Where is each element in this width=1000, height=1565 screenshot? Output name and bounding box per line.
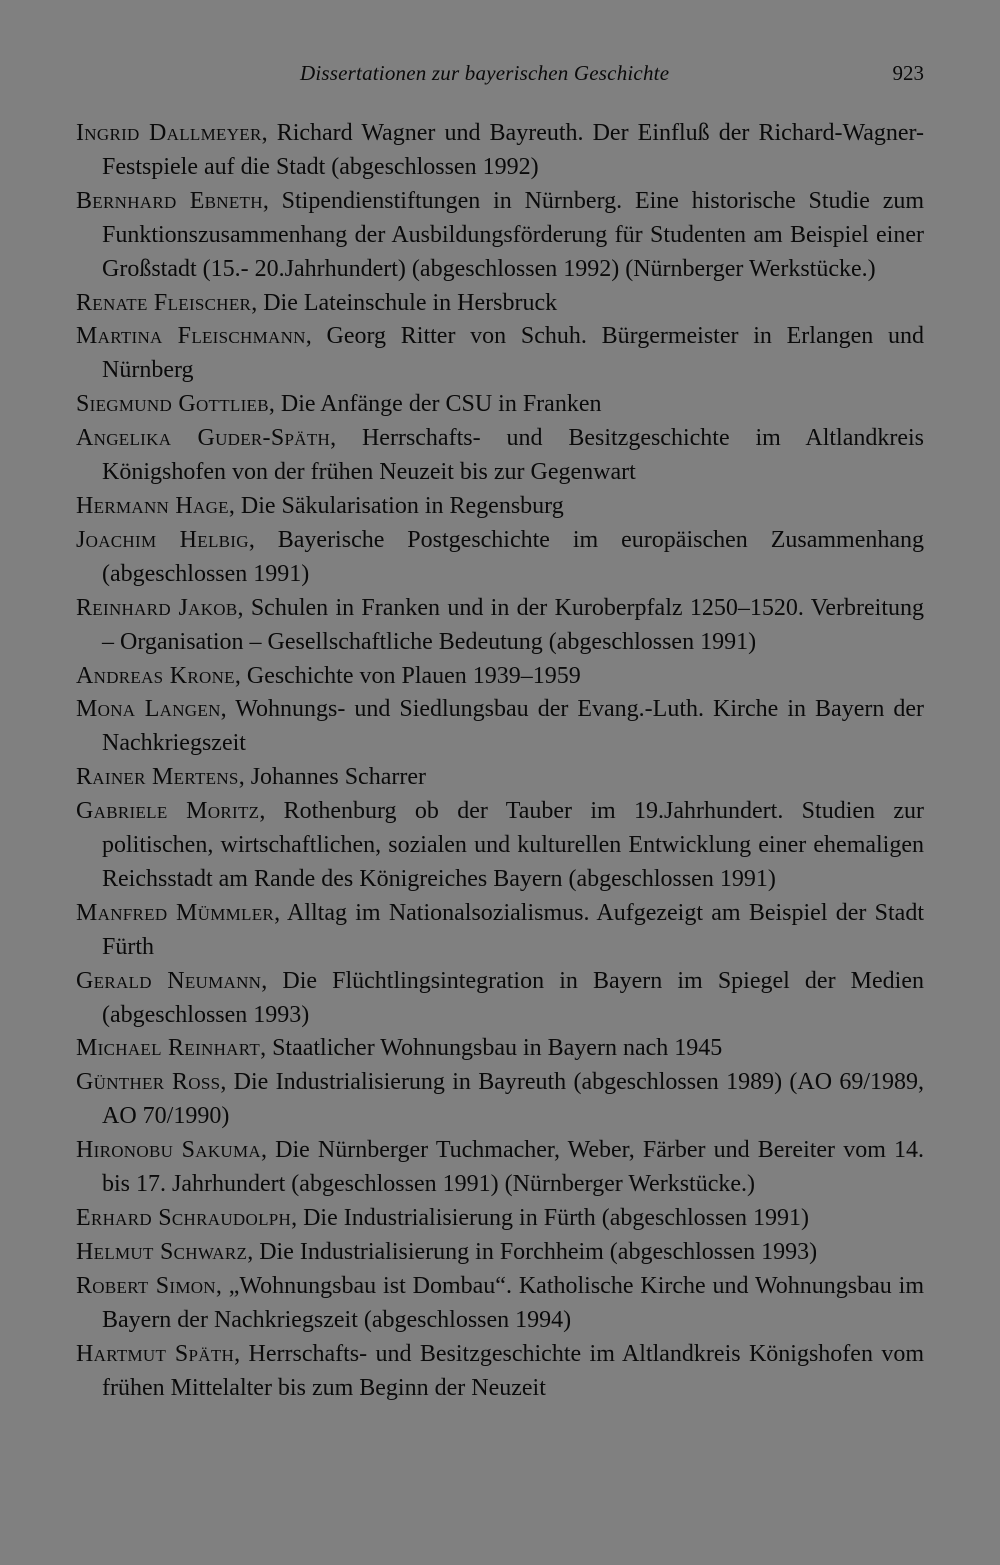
list-item xyxy=(76,388,924,422)
running-head xyxy=(0,58,1000,90)
list-item xyxy=(76,1236,924,1270)
entry-text: , Die Anfänge der CSU in Franken xyxy=(268,391,602,418)
entry-text: , Herrschafts- und Besitzgeschichte im Altlandkreis Königshofen von der frühen Neuzeit bis zur Gegenwart xyxy=(102,425,924,486)
author-name: Bernhard Ebneth xyxy=(76,187,263,214)
list-item xyxy=(76,320,924,388)
list-item xyxy=(76,524,924,592)
list-item xyxy=(76,490,924,524)
entry-text: , Johannes Scharrer xyxy=(238,764,426,791)
author-name: Gerald Neumann xyxy=(76,967,262,994)
list-item xyxy=(76,1134,924,1202)
entry-text: , Stipendienstiftungen in Nürnberg. Eine historische Studie zum Funktionszusammenhang der Ausbildungsförderung für Studenten am Beispiel einer Großstadt (15.- 20.Jahrhundert) (abgeschlossen 1992) (Nürnberger Werkstücke.) xyxy=(102,187,925,282)
page-number: 923 xyxy=(892,61,924,85)
entry-text: , Geschichte von Plauen 1939–1959 xyxy=(234,662,581,689)
author-name: Joachim Helbig xyxy=(76,526,249,553)
author-name: Hartmut Späth xyxy=(76,1340,235,1367)
list-item xyxy=(76,1270,924,1338)
entry-text: , Alltag im Nationalsozialismus. Aufgezeigt am Beispiel der Stadt Fürth xyxy=(102,899,924,960)
entry-text: , Die Industrialisierung in Fürth (abgeschlossen 1991) xyxy=(291,1205,810,1231)
author-name: Robert Simon xyxy=(76,1272,216,1299)
list-item xyxy=(76,761,924,795)
list-item xyxy=(76,117,924,185)
author-name: Martina Fleischmann xyxy=(76,323,306,350)
list-item xyxy=(76,1202,924,1236)
author-name: Andreas Krone xyxy=(76,662,235,689)
list-item xyxy=(76,693,924,761)
entry-text: , Schulen in Franken und in der Kuroberpfalz 1250–1520. Verbreitung – Organisation – Gesellschaftliche Bedeutung (abgeschlossen 1991) xyxy=(102,594,924,655)
entry-text: , Bayerische Postgeschichte im europäischen Zusammenhang (abgeschlossen 1991) xyxy=(102,526,924,587)
dissertation-list xyxy=(76,117,924,1405)
list-item xyxy=(76,592,924,660)
author-name: Manfred Mümmler xyxy=(76,899,275,926)
author-name: Angelika Guder-Späth xyxy=(76,425,331,452)
running-title: Dissertationen zur bayerischen Geschichte xyxy=(300,61,670,85)
list-item xyxy=(76,1338,924,1406)
entry-text: , Die Industrialisierung in Forchheim (abgeschlossen 1993) xyxy=(247,1238,818,1265)
list-item xyxy=(76,1066,924,1134)
entry-text: , Die Flüchtlingsintegration in Bayern im Spiegel der Medien (abgeschlossen 1993) xyxy=(102,967,924,1028)
entry-text: , Die Nürnberger Tuchmacher, Weber, Färber und Bereiter vom 14. bis 17. Jahrhundert (abgeschlossen 1991) (Nürnberger Werkstücke.) xyxy=(102,1137,924,1198)
author-name: Rainer Mertens xyxy=(76,764,239,791)
entry-text: , Die Säkularisation in Regensburg xyxy=(228,492,564,519)
list-item xyxy=(76,1032,924,1066)
list-item xyxy=(76,660,924,694)
entry-text: , Richard Wagner und Bayreuth. Der Einfluß der Richard-Wagner-Festspiele auf die Stadt (abgeschlossen 1992) xyxy=(102,120,924,180)
author-name: Siegmund Gottlieb xyxy=(76,391,269,418)
author-name: Ingrid Dallmeyer xyxy=(76,120,262,146)
entry-text: , „Wohnungsbau ist Dombau“. Katholische Kirche und Wohnungsbau im Bayern der Nachkriegszeit (abgeschlossen 1994) xyxy=(102,1272,924,1333)
list-item xyxy=(76,287,924,321)
author-name: Renate Fleischer xyxy=(76,289,252,316)
author-name: Erhard Schraudolph xyxy=(76,1205,292,1231)
entry-text: , Herrschafts- und Besitzgeschichte im Altlandkreis Königshofen vom frühen Mittelalter bis zum Beginn der Neuzeit xyxy=(102,1340,925,1401)
list-item xyxy=(76,897,924,965)
entry-text: , Die Industrialisierung in Bayreuth (abgeschlossen 1989) (AO 69/1989, AO 70/1990) xyxy=(102,1069,924,1130)
entry-text: , Staatlicher Wohnungsbau in Bayern nach 1945 xyxy=(260,1035,723,1062)
entry-text: , Wohnungs- und Siedlungsbau der Evang.-Luth. Kirche in Bayern der Nachkriegszeit xyxy=(102,696,925,757)
list-item xyxy=(76,185,924,287)
author-name: Michael Reinhart xyxy=(76,1035,261,1062)
list-item xyxy=(76,965,924,1033)
author-name: Hermann Hage xyxy=(76,492,229,519)
entry-text: , Georg Ritter von Schuh. Bürgermeister in Erlangen und Nürnberg xyxy=(102,323,924,384)
author-name: Gabriele Moritz xyxy=(76,798,260,825)
entry-text: , Rothenburg ob der Tauber im 19.Jahrhundert. Studien zur politischen, wirtschaftlichen, sozialen und kulturellen Entwicklung einer ehemaligen Reichsstadt am Rande des Königreiches Bayern (abgeschlossen 1991) xyxy=(102,798,924,892)
author-name: Hironobu Sakuma xyxy=(76,1137,261,1164)
author-name: Reinhard Jakob xyxy=(76,594,238,621)
list-item xyxy=(76,422,924,490)
author-name: Günther Ross xyxy=(76,1069,221,1096)
entry-text: , Die Lateinschule in Hersbruck xyxy=(251,289,558,316)
author-name: Mona Langen xyxy=(76,696,221,723)
list-item xyxy=(76,795,924,897)
author-name: Helmut Schwarz xyxy=(76,1238,248,1265)
